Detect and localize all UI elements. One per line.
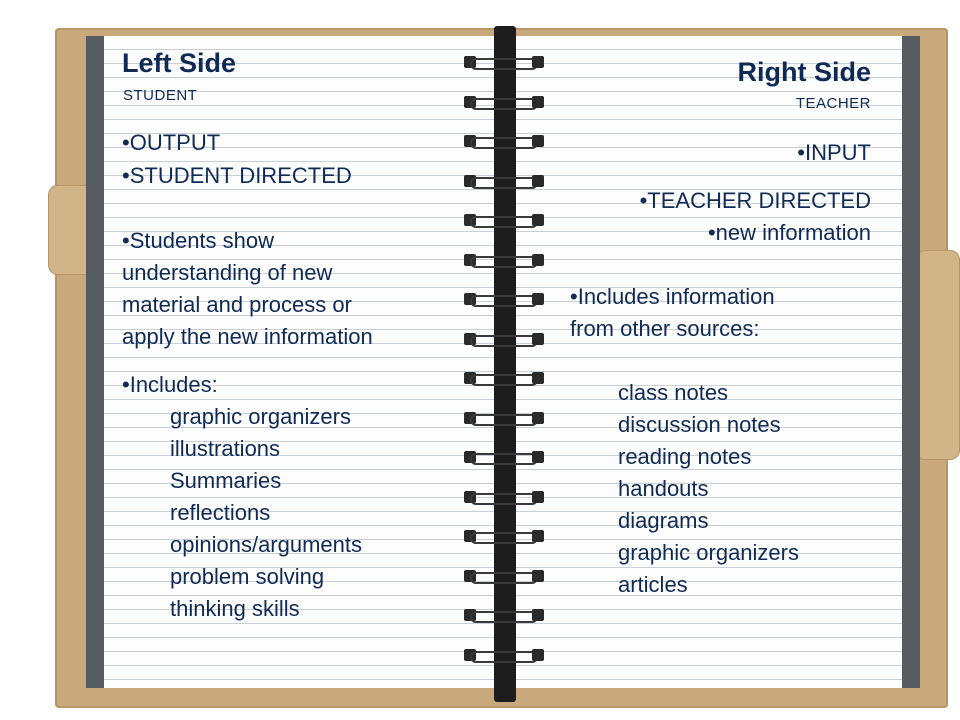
right-title: Right Side (737, 57, 871, 87)
spiral-ring (464, 134, 544, 148)
left-include-item: opinions/arguments (170, 532, 363, 557)
right-source-item: diagrams (618, 508, 709, 533)
spiral-ring (464, 608, 544, 622)
spiral-ring (464, 253, 544, 267)
right-page (506, 36, 902, 688)
spiral-ring (464, 529, 544, 543)
right-bullet-new-information: •new information (707, 220, 871, 245)
spiral-ring (464, 332, 544, 346)
left-include-item: reflections (170, 500, 271, 525)
spiral-ring (464, 174, 544, 188)
spiral-ring (464, 371, 544, 385)
spiral-ring (464, 490, 544, 504)
spiral-ring (464, 569, 544, 583)
cover-tab-right (915, 250, 960, 460)
left-bullet-student-directed: •STUDENT DIRECTED (122, 163, 352, 188)
right-source-item: handouts (618, 476, 709, 501)
spiral-ring (464, 450, 544, 464)
left-description-line: material and process or (122, 292, 352, 317)
left-description-line: •Students show (122, 228, 275, 253)
left-bullet-output: •OUTPUT (122, 130, 221, 155)
right-includes-line: •Includes information (570, 284, 775, 309)
right-source-item: discussion notes (618, 412, 781, 437)
spiral-ring (464, 411, 544, 425)
spiral-ring (464, 213, 544, 227)
right-source-item: class notes (618, 380, 729, 405)
right-includes-line: from other sources: (570, 316, 760, 341)
left-include-item: Summaries (170, 468, 282, 493)
spiral-ring (464, 55, 544, 69)
spiral-ring (464, 292, 544, 306)
left-description-line: understanding of new (122, 260, 333, 285)
left-include-item: graphic organizers (170, 404, 351, 429)
left-include-item: illustrations (170, 436, 281, 461)
right-source-item: graphic organizers (618, 540, 799, 565)
left-include-item: thinking skills (170, 596, 300, 621)
right-source-item: reading notes (618, 444, 752, 469)
left-title: Left Side (122, 48, 237, 78)
right-subtitle: TEACHER (795, 95, 871, 112)
right-source-item: articles (618, 572, 688, 597)
left-description-line: apply the new information (122, 324, 373, 349)
spiral-ring (464, 95, 544, 109)
page-edge-right (900, 36, 920, 688)
notebook-spine (494, 26, 516, 702)
spiral-ring (464, 648, 544, 662)
right-bullet-input: •INPUT (797, 140, 871, 165)
left-include-item: problem solving (170, 564, 325, 589)
right-bullet-teacher-directed: •TEACHER DIRECTED (639, 188, 871, 213)
left-subtitle: STUDENT (123, 87, 198, 104)
left-includes-label: •Includes: (122, 372, 218, 397)
